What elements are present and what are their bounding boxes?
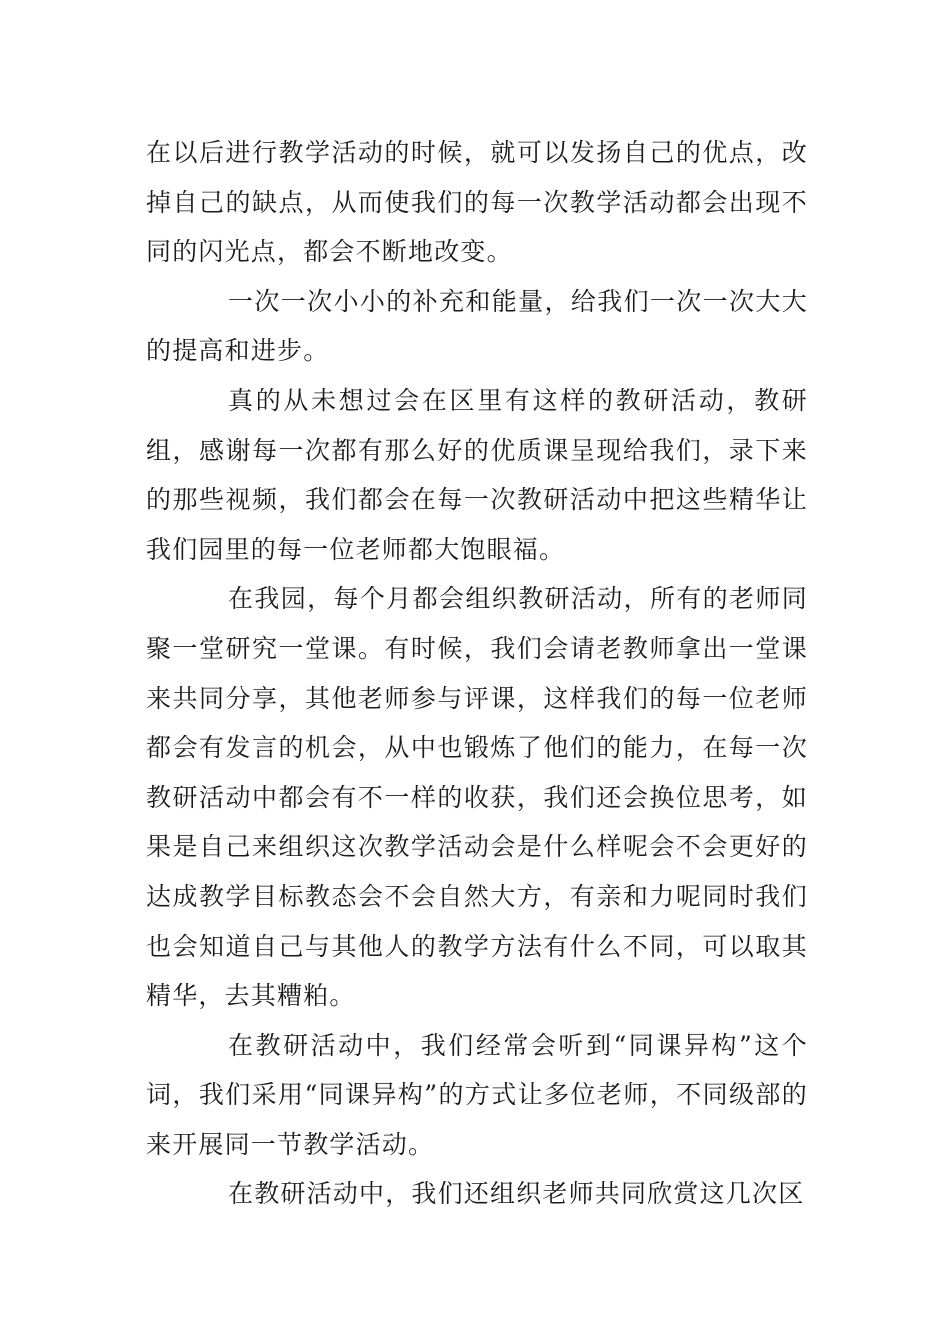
paragraph: 在我园，每个月都会组织教研活动，所有的老师同聚一堂研究一堂课。有时候，我们会请老教师拿出一堂课来共同分享，其他老师参与评课，这样我们的每一位老师都会有发言的机会，从中也锻炼了他们的能力，在每一次教研活动中都会有不一样的收获，我们还会换位思考，如果是自己来组织这次教学活动会是什么样呢会不会更好的达成教学目标教态会不会自然大方，有亲和力呢同时我们也会知道自己与其他人的教学方法有什么不同，可以取其精华，去其糟粕。 [146, 584, 808, 1011]
document-body [146, 128, 808, 1219]
paragraph-continuation: 在以后进行教学活动的时候，就可以发扬自己的优点，改掉自己的缺点，从而使我们的每一次教学活动都会出现不同的闪光点，都会不断地改变。 [146, 138, 808, 267]
paragraph-truncated: 在教研活动中，我们还组织老师共同欣赏这几次区 [228, 1179, 805, 1209]
paragraph: 在教研活动中，我们经常会听到“同课异构”这个词，我们采用“同课异构”的方式让多位老师，不同级部的来开展同一节教学活动。 [146, 1030, 808, 1159]
paragraph: 一次一次小小的补充和能量，给我们一次一次大大的提高和进步。 [146, 286, 808, 366]
paragraph: 真的从未想过会在区里有这样的教研活动，教研组，感谢每一次都有那么好的优质课呈现给我们，录下来的那些视频，我们都会在每一次教研活动中把这些精华让我们园里的每一位老师都大饱眼福。 [146, 385, 808, 564]
